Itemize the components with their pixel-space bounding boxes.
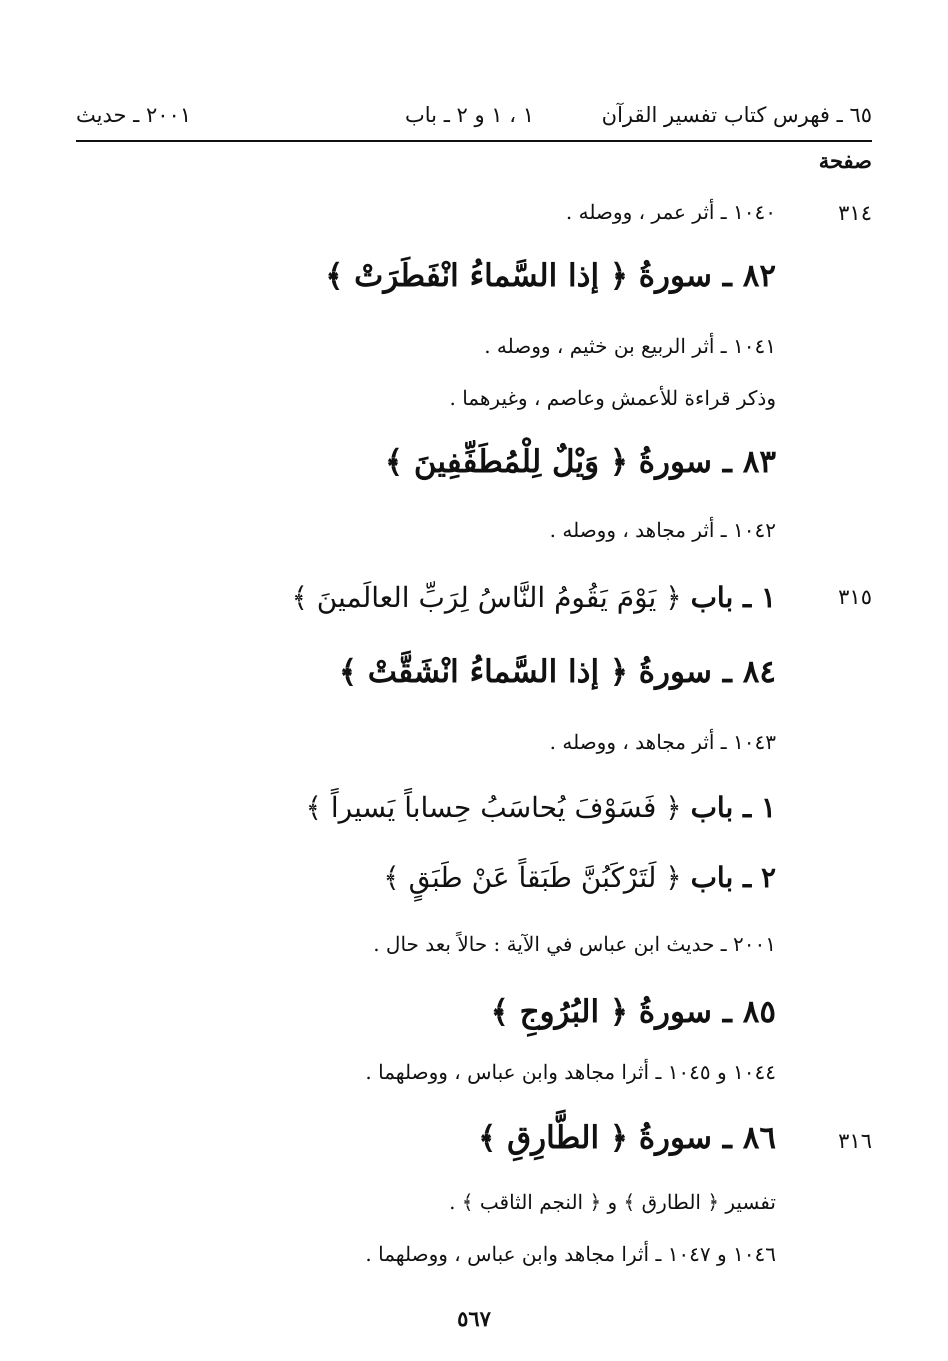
folio-page-number: ٥٦٧ — [457, 1306, 491, 1331]
header-center-title: ١ ، ١ و ٢ ـ باب — [405, 103, 534, 127]
index-entry: ٢٠٠١ ـ حديث ابن عباس في الآية : حالاً بعد حال . — [373, 932, 776, 956]
bab-heading — [291, 578, 776, 618]
bab-label: ١ ـ باب — [690, 791, 776, 824]
index-entry: ١٠٤١ ـ أثر الربيع بن خثيم ، ووصله . — [484, 334, 776, 358]
surah-heading: ٨٥ ـ سورةُ ﴿ البُرُوجِ ﴾ — [490, 994, 776, 1030]
header-right-title: ٦٥ ـ فهرس كتاب تفسير القرآن — [601, 103, 872, 127]
bab-verse: ﴿ فَسَوْفَ يُحاسَبُ حِساباً يَسيراً ﴾ — [305, 791, 682, 824]
page-column-heading: صفحة — [818, 148, 872, 173]
index-entry: ١٠٤٦ و ١٠٤٧ ـ أثرا مجاهد وابن عباس ، ووصلهما . — [365, 1242, 776, 1266]
bab-verse: ﴿ لَتَرْكَبُنَّ طَبَقاً عَنْ طَبَقٍ ﴾ — [383, 861, 682, 894]
surah-heading: ٨٦ ـ سورةُ ﴿ الطَّارِقِ ﴾ — [478, 1120, 776, 1156]
index-entry: وذكر قراءة للأعمش وعاصم ، وغيرهما . — [449, 386, 776, 410]
index-entry: تفسير ﴿ الطارق ﴾ و ﴿ النجم الثاقب ﴾ . — [449, 1190, 776, 1214]
page-number-ref: ٣١٥ — [838, 585, 872, 609]
bab-label: ١ ـ باب — [690, 581, 776, 614]
bab-verse: ﴿ يَوْمَ يَقُومُ النَّاسُ لِرَبِّ العالَمينَ ﴾ — [291, 581, 682, 614]
page-number-ref: ٣١٦ — [838, 1129, 872, 1153]
index-entry: ١٠٤٠ ـ أثر عمر ، ووصله . — [565, 200, 776, 224]
bab-heading — [306, 788, 776, 828]
bab-label: ٢ ـ باب — [690, 861, 776, 894]
surah-heading: ٨٤ ـ سورةُ ﴿ إذا السَّماءُ انْشَقَّتْ ﴾ — [338, 654, 776, 690]
surah-heading: ٨٣ ـ سورةُ ﴿ وَيْلٌ لِلْمُطَفِّفِينَ ﴾ — [384, 444, 776, 480]
index-entry: ١٠٤٣ ـ أثر مجاهد ، ووصله . — [549, 730, 776, 754]
surah-heading: ٨٢ ـ سورةُ ﴿ إذا السَّماءُ انْفَطَرَتْ ﴾ — [325, 258, 776, 294]
index-entry: ١٠٤٤ و ١٠٤٥ ـ أثرا مجاهد وابن عباس ، ووصلهما . — [365, 1060, 776, 1084]
header-rule — [76, 140, 872, 142]
page-number-ref: ٣١٤ — [838, 201, 872, 225]
header-left-title: ٢٠٠١ ـ حديث — [76, 103, 192, 127]
index-entry: ١٠٤٢ ـ أثر مجاهد ، ووصله . — [549, 518, 776, 542]
bab-heading — [383, 858, 776, 898]
